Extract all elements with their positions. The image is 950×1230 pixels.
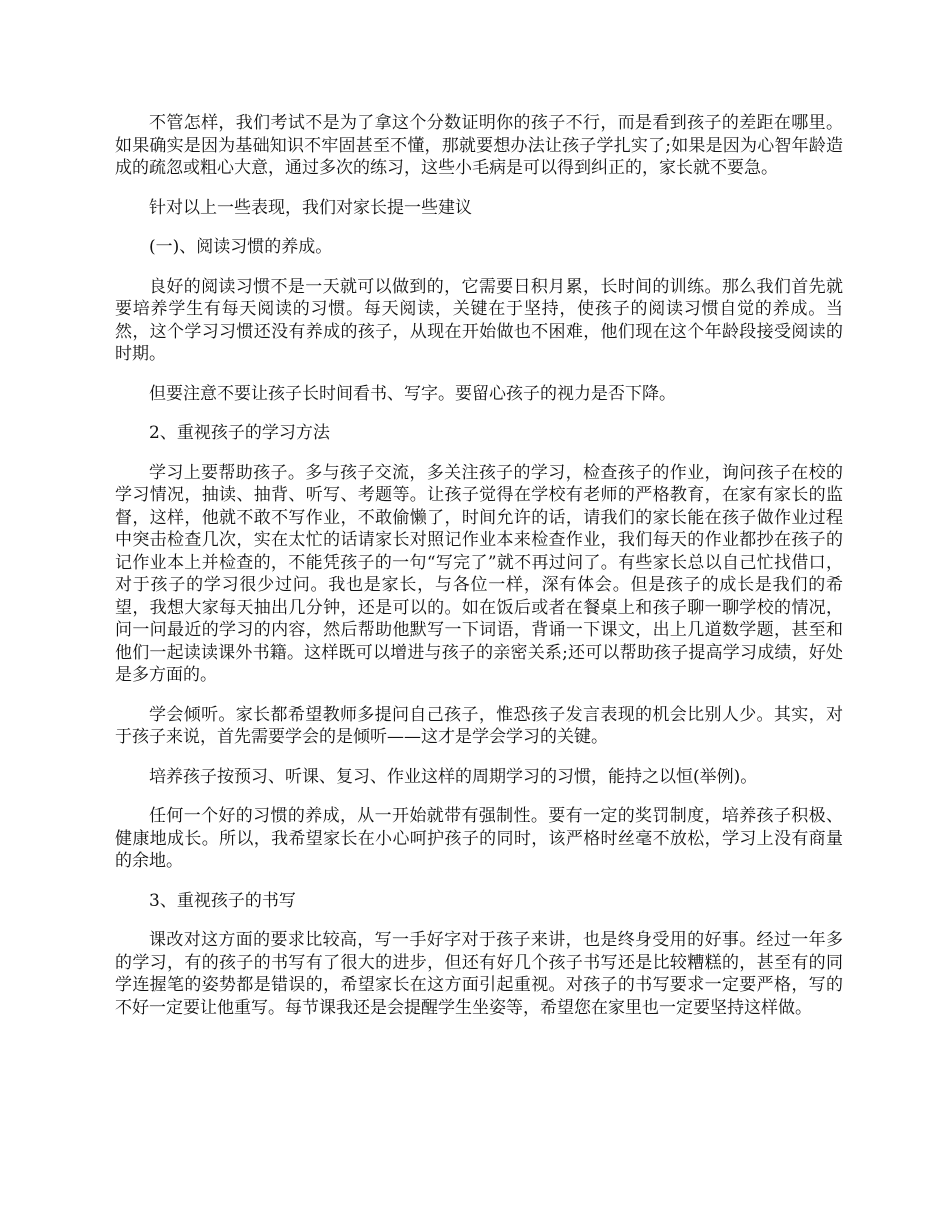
paragraph-suggestions-intro: 针对以上一些表现，我们对家长提一些建议 [149, 197, 472, 218]
paragraph-study-cycle: 培养孩子按预习、听课、复习、作业这样的周期学习的习惯，能持之以恒(举例)。 [149, 766, 758, 787]
paragraph-listening: 学会倾听。家长都希望教师多提问自己孩子，惟恐孩子发言表现的机会比别人少。其实，对于孩子来说，首先需要学会的是倾听——这才是学会学习的关键。 [115, 704, 843, 747]
document-page [115, 112, 843, 1036]
heading-handwriting: 3、重视孩子的书写 [149, 890, 296, 911]
paragraph-reading-habit: 良好的阅读习惯不是一天就可以做到的，它需要日积月累，长时间的训练。那么我们首先就要培养学生有每天阅读的习惯。每天阅读，关键在于坚持，使孩子的阅读习惯自觉的养成。当然，这个学习习惯还没有养成的孩子，从现在开始做也不困难，他们现在这个年龄段接受阅读的时期。 [115, 276, 843, 364]
paragraph-handwriting: 课改对这方面的要求比较高，写一手好字对于孩子来讲，也是终身受用的好事。经过一年多的学习，有的孩子的书写有了很大的进步，但还有好几个孩子书写还是比较糟糕的，甚至有的同学连握笔的姿势都是错误的，希望家长在这方面引起重视。对孩子的书写要求一定要严格，写的不好一定要让他重写。每节课我还是会提醒学生坐姿等，希望您在家里也一定要坚持这样做。 [115, 930, 843, 1018]
paragraph-good-habits: 任何一个好的习惯的养成，从一开始就带有强制性。要有一定的奖罚制度，培养孩子积极、健康地成长。所以，我希望家长在小心呵护孩子的同时，该严格时丝毫不放松，学习上没有商量的余地。 [115, 806, 843, 871]
paragraph-exam-purpose: 不管怎样，我们考试不是为了拿这个分数证明你的孩子不行，而是看到孩子的差距在哪里。如果确实是因为基础知识不牢固甚至不懂，那就要想办法让孩子学扎实了;如果是因为心智年龄造成的疏忽或粗心大意，通过多次的练习，这些小毛病是可以得到纠正的，家长就不要急。 [115, 113, 843, 178]
heading-reading-habit: (一)、阅读习惯的养成。 [149, 237, 333, 257]
paragraph-learning-method: 学习上要帮助孩子。多与孩子交流，多关注孩子的学习，检查孩子的作业，询问孩子在校的学习情况，抽读、抽背、听写、考题等。让孩子觉得在学校有老师的严格教育，在家有家长的监督，这样，他就不敢不写作业，不敢偷懒了，时间允许的话，请我们的家长能在孩子做作业过程中突击检查几次，实在太忙的话请家长对照记作业本来检查作业，我们每天的作业都抄在孩子的记作业本上并检查的，不能凭孩子的一句“写完了”就不再过问了。有些家长总以自己忙找借口，对于孩子的学习很少过问。我也是家长，与各位一样，深有体会。但是孩子的成长是我们的希望，我想大家每天抽出几分钟，还是可以的。如在饭后或者在餐桌上和孩子聊一聊学校的情况，问一问最近的学习的内容，然后帮助他默写一下词语，背诵一下课文，出上几道数学题，甚至和他们一起读读课外书籍。这样既可以增进与孩子的亲密关系;还可以帮助孩子提高学习成绩，好处是多方面的。 [115, 462, 843, 685]
paragraph-eyesight: 但要注意不要让孩子长时间看书、写字。要留心孩子的视力是否下降。 [149, 383, 676, 404]
heading-learning-method: 2、重视孩子的学习方法 [149, 423, 330, 443]
